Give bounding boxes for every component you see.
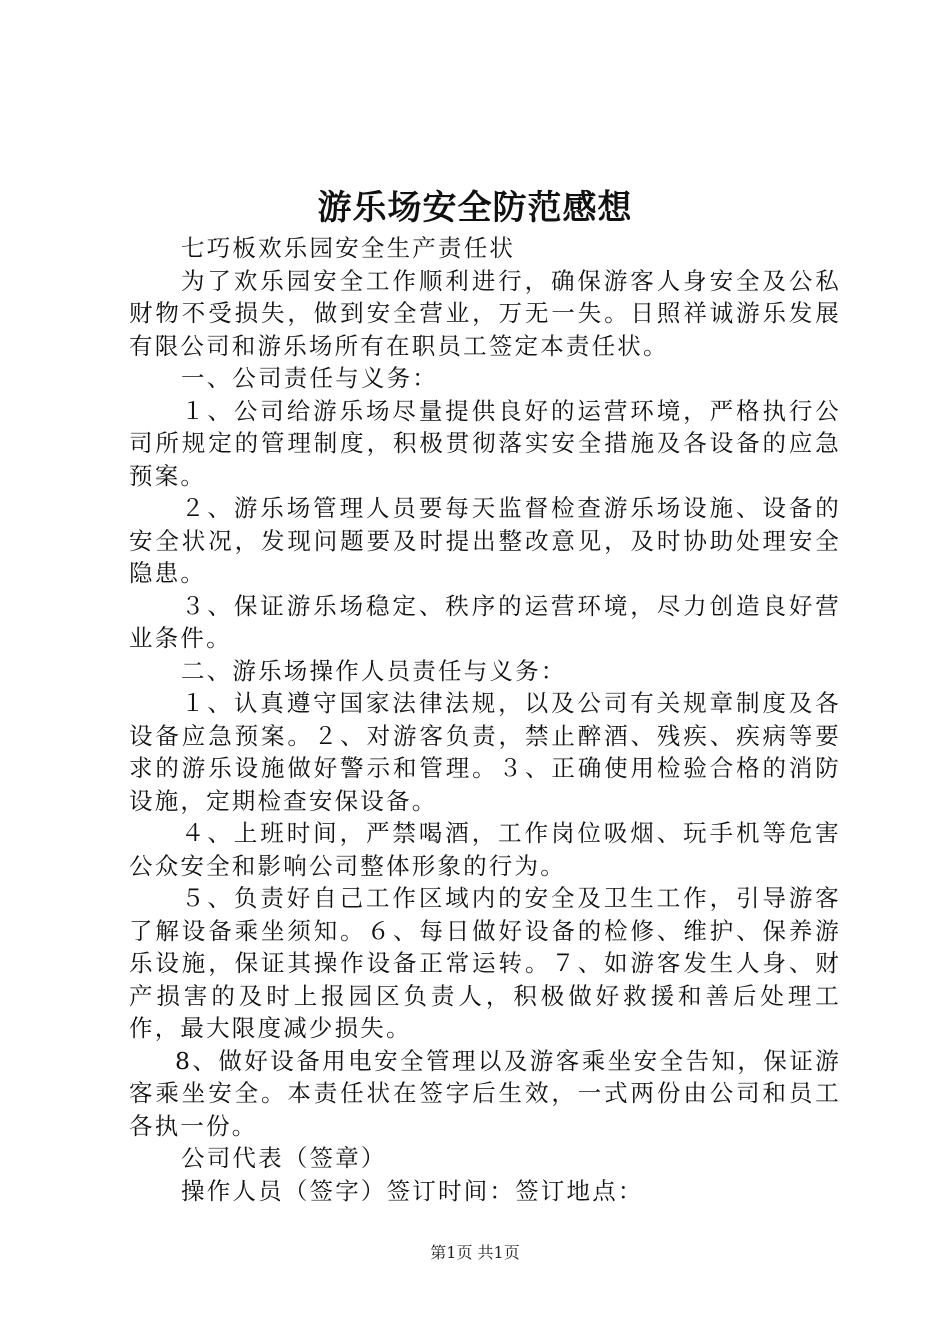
paragraph-operator-items-5-7: ５、负责好自己工作区域内的安全及卫生工作，引导游客了解设备乘坐须知。６、每日做好设备的检修、维护、保养游乐设施，保证其操作设备正常运转。７、如游客发生人身、财产损害的及时上报园区负责人，积极做好救援和善后处理工作，最大限度减少损失。 — [129, 884, 841, 1042]
paragraph-operator-item-8: 8、做好设备用电安全管理以及游客乘坐安全告知，保证游客乘坐安全。本责任状在签字后生效，一式两份由公司和员工各执一份。 — [129, 1046, 841, 1140]
paragraph-company-item-1: １、公司给游乐场尽量提供良好的运营环境，严格执行公司所规定的管理制度，积极贯彻落实安全措施及各设备的应急预案。 — [129, 396, 841, 490]
section-heading-company: 一、公司责任与义务： — [181, 364, 438, 392]
document-body — [129, 232, 841, 1207]
paragraph-company-item-3: ３、保证游乐场稳定、秩序的运营环境，尽力创造良好营业条件。 — [129, 591, 841, 652]
page-footer: 第1页 共1页 — [430, 1243, 520, 1262]
paragraph-heading: 七巧板欢乐园安全生产责任状 — [181, 234, 516, 262]
signature-company-representative: 公司代表（签章） — [181, 1144, 387, 1172]
document-title: 游乐场安全防范感想 — [317, 188, 633, 228]
paragraph-company-item-2: ２、游乐场管理人员要每天监督检查游乐场设施、设备的安全状况，发现问题要及时提出整改意见，及时协助处理安全隐患。 — [129, 494, 841, 587]
paragraph-intro: 为了欢乐园安全工作顺利进行，确保游客人身安全及公私财物不受损失，做到安全营业，万无一失。日照祥诚游乐发展有限公司和游乐场所有在职员工签定本责任状。 — [129, 266, 841, 360]
paragraph-operator-item-4: ４、上班时间，严禁喝酒，工作岗位吸烟、玩手机等危害公众安全和影响公司整体形象的行为。 — [129, 819, 841, 880]
signature-operator-line: 操作人员（签字）签订时间：签订地点： — [181, 1176, 644, 1205]
paragraph-operator-items-1-3: １、认真遵守国家法律法规，以及公司有关规章制度及各设备应急预案。２、对游客负责，禁止醉酒、残疾、疾病等要求的游乐设施做好警示和管理。３、正确使用检验合格的消防设施，定期检查安保设备。 — [129, 689, 841, 815]
section-heading-operator: 二、游乐场操作人员责任与义务： — [181, 656, 567, 685]
